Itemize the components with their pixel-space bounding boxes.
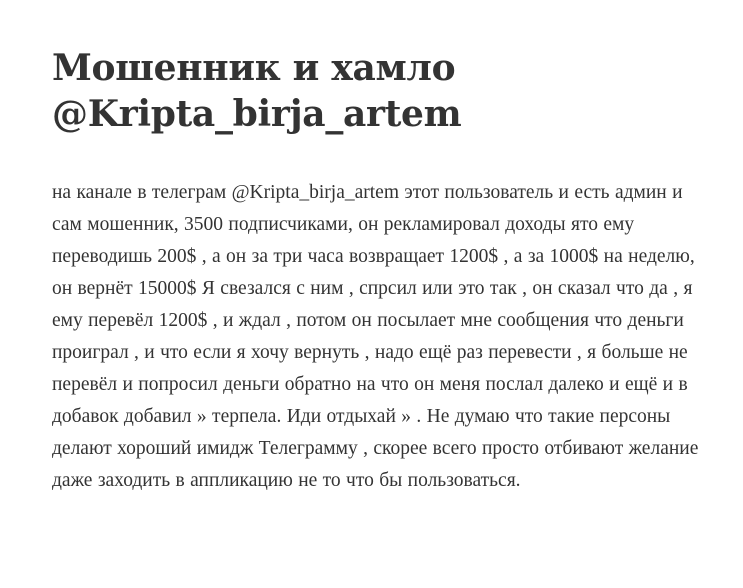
post-title: Мошенник и хамло @Kripta_birja_artem <box>52 47 462 135</box>
post-body: на канале в телеграм @Kripta_birja_artem этот пользователь и есть админ и сам мошенник, 3500 подписчиками, он рекламировал доходы ято ему переводишь 200$ , а он за три часа возвращает 1200$ , а за 1000$ на неделю, он вернёт 15000$ Я свезался с ним , спрсил или это так , он сказал что да , я ему перевёл 1200$ , и ждал , потом он посылает мне сообщения что деньги проиграл , и что если я хочу вернуть , надо ещё раз перевести , я больше не перевёл и попросил деньги обратно на что он меня послал далеко и ещё и в добавок добавил » терпела. Иди отдыхай » . Не думаю что такие персоны делают хороший имидж Телеграмму , скорее всего просто отбивают желание даже заходить в аппликацию не то что бы пользоваться. <box>52 182 699 491</box>
post <box>52 0 720 497</box>
